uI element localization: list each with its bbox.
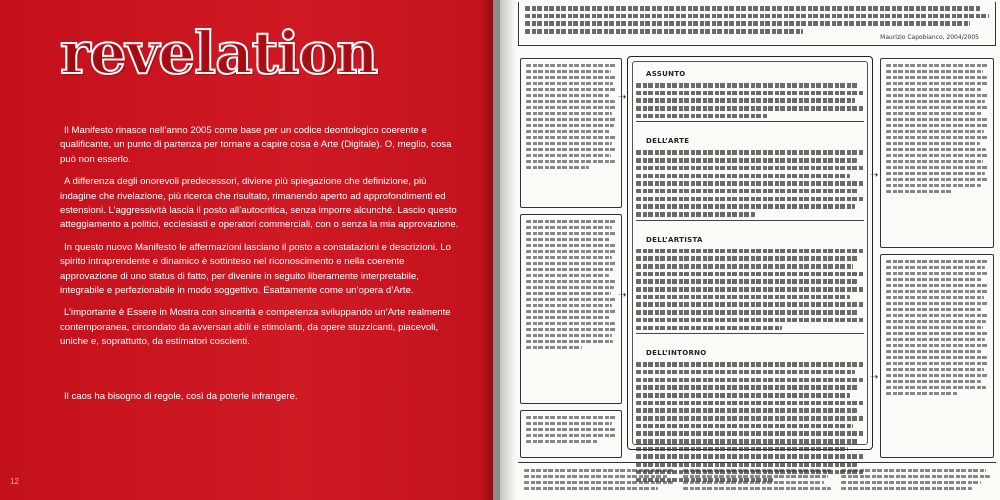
left-page [0, 0, 493, 500]
paragraph-1: Il Manifesto rinasce nell’anno 2005 come base per un codice deontologico coerente e qualificante, un punto di partenza per tornare a capire cosa è Arte (Digitale). O, meglio, cosa può non esserlo. [60, 125, 452, 165]
section-title-artista: DELL’ARTISTA [638, 234, 711, 246]
section-arte [636, 128, 864, 220]
paragraph-2: A differenza degli onorevoli predecessori, diviene più spiegazione che definizione, più indagine che rivelazione, più ricerca che risultato, rimanendo aperto ad approfondimenti ed estensioni. L’aggressività lascia il posto all’autocritica, senza imporre alcunché. Lascio questo atteggiamento a politici, ecclesiasti e operatori commerciali, con o senza la mia approvazione. [60, 176, 459, 231]
closing-line: Il caos ha bisogno di regole, così da poterle infrangere. [64, 390, 298, 402]
section-title-arte: DELL’ARTE [638, 135, 697, 147]
right-page [500, 0, 1000, 500]
section-title-intorno: DELL’INTORNO [638, 347, 715, 359]
bottom-handwritten-strip [518, 462, 996, 500]
section-intorno [636, 340, 864, 482]
page-number: 12 [10, 477, 19, 486]
manifesto-sections-box [627, 56, 873, 450]
section-artista [636, 227, 864, 335]
arrow-right-icon: ➝ [618, 290, 627, 301]
section-title-assunto: ASSUNTO [638, 68, 694, 80]
manifesto-intro [60, 124, 460, 412]
left-column-box-3 [520, 410, 622, 458]
left-column-box-2 [520, 214, 622, 404]
page-title: revelation [60, 19, 378, 87]
arrow-right-icon: ➝ [618, 92, 627, 103]
right-column-box-2 [880, 254, 994, 458]
top-handwritten-box [518, 2, 996, 46]
left-column-box-1 [520, 58, 622, 208]
arrow-right-icon: ➝ [870, 372, 879, 383]
author-signature: Maurizio Capobianco, 2004/2005 [880, 34, 979, 41]
section-assunto [636, 61, 864, 122]
paragraph-4: L’importante è Essere in Mostra con sincerità e competenza sviluppando un’Arte realmente contemporanea, circondato da avversari abili e stimolanti, da opere stuzzicanti, piacevoli, uniche e, soprattutto, da estimatori coscienti. [60, 307, 451, 348]
right-column-box-1 [880, 58, 994, 248]
paragraph-3: In questo nuovo Manifesto le affermazioni lasciano il posto a constatazioni e descrizioni. Lo spirito intraprendente e dinamico è sottinteso nel riconoscimento e nella coerente approvazione di uno status di fatto, per divenire in seguito liberamente interpretabile, integrabile e perfezionabile in modo soggettivo. Esattamente come un’opera d’Arte. [60, 241, 451, 297]
arrow-right-icon: ➝ [870, 170, 879, 181]
